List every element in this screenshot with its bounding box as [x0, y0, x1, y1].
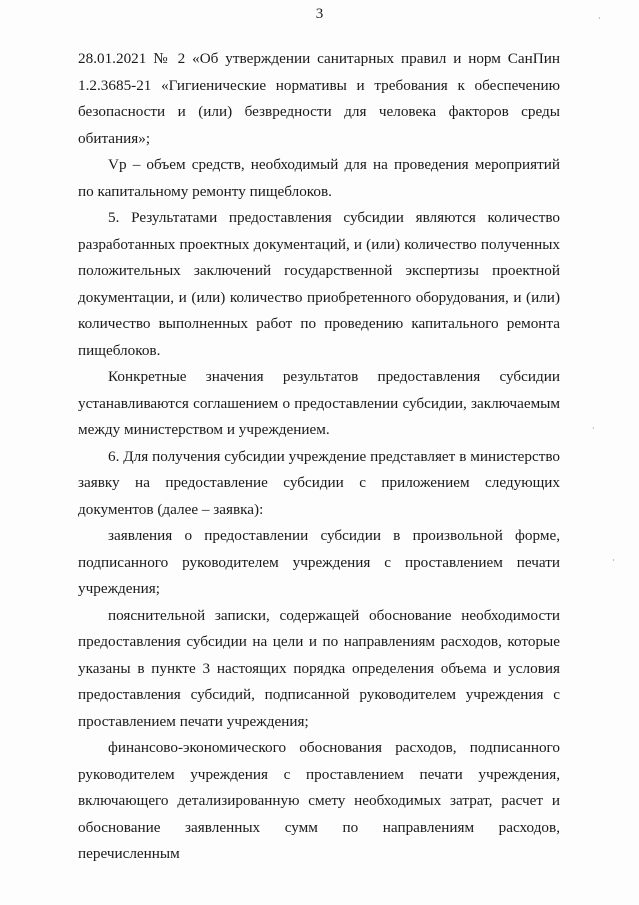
scan-speck: · — [592, 424, 595, 433]
paragraph-financial-justification: финансово-экономического обоснования расходов, подписанного руководителем учреждения с проставлением печати учреждения, включающего детализированную смету необходимых затрат, расчет и обоснование заявленных сумм по направлениям расходов, перечисленным — [78, 739, 560, 862]
paragraph-sanpin-reference: 28.01.2021 № 2 «Об утверждении санитарных правил и норм СанПин 1.2.3685-21 «Гигиенические нормативы и требования к обеспечению безопасности и (или) безвредности для человека факторов среды обитания»; — [78, 50, 560, 147]
page-number: 3 — [315, 6, 324, 22]
paragraph-item-5-results: 5. Результатами предоставления субсидии являются количество разработанных проектных документаций, и (или) количество полученных положительных заключений государственной экспертизы проектной документации, и (или) количество приобретенного оборудования, и (или) количество выполненных работ по проведению капитального ремонта пищеблоков. — [78, 209, 560, 359]
paragraph-vp-definition: Vp – объем средств, необходимый для на проведения мероприятий по капитальному ремонту пищеблоков. — [78, 156, 560, 200]
paragraph-application-statement: заявления о предоставлении субсидии в произвольной форме, подписанного руководителем учреждения с проставлением печати учреждения; — [78, 527, 560, 597]
paragraph-explanatory-note: пояснительной записки, содержащей обоснование необходимости предоставления субсидии на цели и по направлениям расходов, которые указаны в пункте 3 настоящих порядка определения объема и условия предоставления субсидий, подписанной руководителем учреждения с проставлением печати учреждения; — [78, 606, 560, 730]
scan-speck: · — [598, 14, 601, 23]
paragraph-result-values: Конкретные значения результатов предоставления субсидии устанавливаются соглашением о предоставлении субсидии, заключаемым между министерством и учреждением. — [78, 368, 560, 438]
paragraph-item-6-application: 6. Для получения субсидии учреждение представляет в министерство заявку на предоставление субсидии с приложением следующих документов (далее – заявка): — [78, 447, 560, 518]
scan-speck: · — [612, 556, 615, 565]
document-body — [78, 46, 560, 868]
